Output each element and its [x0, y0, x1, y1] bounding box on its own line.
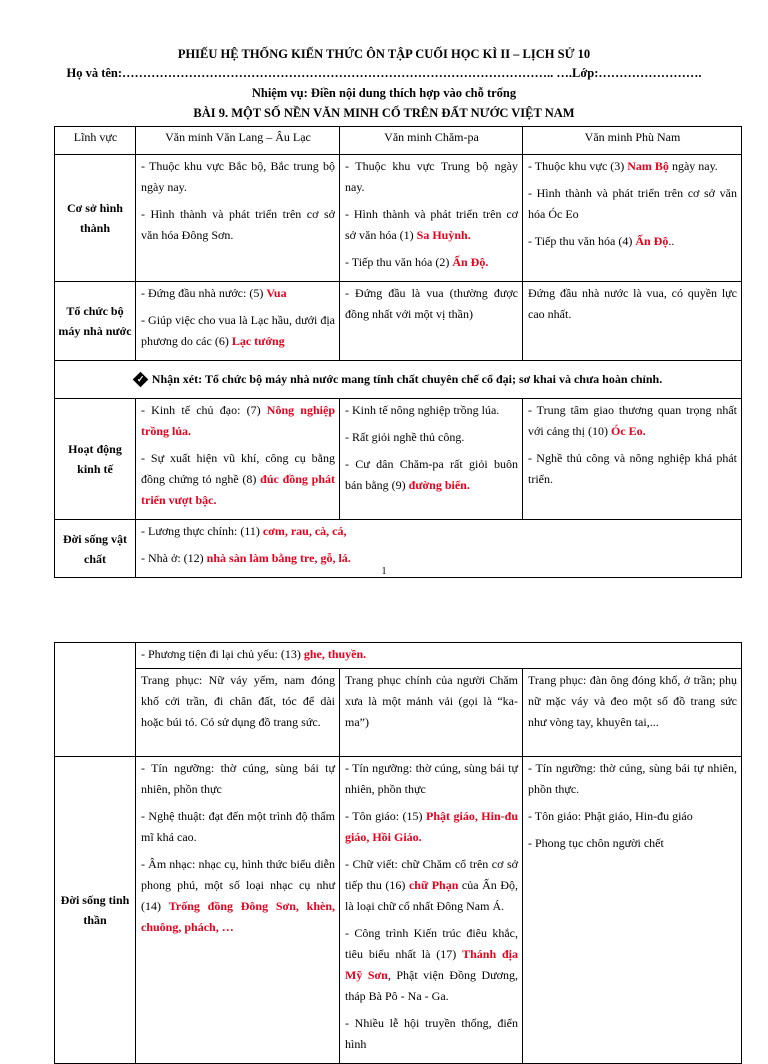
page-number: 1: [381, 566, 387, 577]
cell-text: - Thuộc khu vực (3) Nam Bộ ngày nay.: [528, 159, 718, 173]
table-row: [55, 643, 742, 669]
answer-text: Óc Eo.: [611, 424, 646, 438]
answer-text: Trống đồng Đông Sơn, khèn, chuông, phách, …: [141, 899, 335, 934]
table-cell: [136, 282, 340, 361]
cell-text: - Tiếp thu văn hóa (2) Ấn Độ.: [345, 255, 489, 269]
table-cell: [136, 399, 340, 520]
cell-text: Trang phục: đàn ông đóng khố, ở trần; phụ nữ mặc váy và đeo một số đồ trang sức như vòng tay, khuyên tai,...: [528, 673, 737, 729]
table-cell: [340, 399, 523, 520]
cell-text: - Hình thành và phát triển trên cơ sở văn hóa (1) Sa Huỳnh.: [345, 207, 518, 242]
cell-text: - Tín ngưỡng: thờ cúng, sùng bái tự nhiên, phồn thực: [345, 761, 518, 796]
name-class-line: Họ và tên:………………………………………………………………………………………….. ….Lớp:…………………….: [66, 66, 702, 80]
table-cell: [340, 282, 523, 361]
cell-text: - Rất giỏi nghề thủ công.: [345, 430, 465, 444]
cell-text: Trang phục: Nữ váy yếm, nam đóng khố cởi trần, đi chân đất, tóc để dài hoặc búi tó. Có sử dụng đồ trang sức.: [141, 673, 335, 729]
task-instruction: Nhiệm vụ: Điền nội dung thích hợp vào chỗ trống: [251, 86, 517, 100]
cell-text: - Âm nhạc: nhạc cụ, hình thức biểu diễn phong phú, một số loại nhạc cụ như (14) Trống đồng Đông Sơn, khèn, chuông, phách, …: [141, 857, 335, 934]
cell-text: - Đứng đầu nhà nước: (5) Vua: [141, 286, 287, 300]
column-header: Văn minh Văn Lang – Âu Lạc: [136, 127, 340, 155]
cell-text: Đứng đầu nhà nước là vua, có quyền lực cao nhất.: [528, 286, 737, 321]
answer-text: Lạc tướng: [231, 334, 285, 348]
cell-text: - Cư dân Chăm-pa rất giỏi buôn bán bằng (9) đường biển.: [345, 457, 518, 492]
cell-text: - Tiếp thu văn hóa (4) Ấn Độ..: [528, 234, 675, 248]
knowledge-table-continued: [54, 642, 742, 1064]
table-cell: [136, 155, 340, 282]
table-row: [55, 399, 742, 520]
cell-text: - Trung tâm giao thương quan trọng nhất với cảng thị (10) Óc Eo.: [528, 403, 737, 438]
lesson-title: BÀI 9. MỘT SỐ NỀN VĂN MINH CỔ TRÊN ĐẤT NƯỚC VIỆT NAM: [193, 106, 575, 120]
row-label-empty: [55, 643, 136, 757]
page-2: [0, 640, 768, 1051]
cell-text: Trang phục chính của người Chăm xưa là một mảnh vải (gọi là “ka-ma”): [345, 673, 518, 729]
cell-text: - Tín ngưỡng: thờ cúng, sùng bái tự nhiên, phồn thực: [141, 761, 335, 796]
table-cell: [523, 282, 742, 361]
row-label: Tổ chức bộ máy nhà nước: [55, 282, 136, 361]
table-row-comment: [55, 361, 742, 399]
document-title: PHIẾU HỆ THỐNG KIẾN THỨC ÔN TẬP CUỐI HỌC KÌ II – LỊCH SỬ 10: [177, 47, 591, 61]
table-cell: [523, 399, 742, 520]
cell-text: - Nghệ thuật: đạt đến một trình độ thẩm mĩ khá cao.: [141, 809, 335, 844]
table-cell: [136, 643, 742, 669]
table-row: [55, 757, 742, 1064]
answer-text: Thánh địa Mỹ Sơn: [345, 947, 518, 982]
column-header: Văn minh Chăm-pa: [340, 127, 523, 155]
cell-text: - Thuộc khu vực Bắc bộ, Bắc trung bộ ngày nay.: [141, 159, 335, 194]
comment-text: Nhận xét: Tổ chức bộ máy nhà nước mang tính chất chuyên chế cổ đại; sơ khai và chưa hoàn chỉnh.: [151, 371, 663, 386]
answer-text: nhà sàn làm bằng tre, gỗ, lá.: [206, 551, 351, 565]
table-row: [55, 155, 742, 282]
answer-text: ghe, thuyền.: [303, 647, 367, 661]
answer-text: Phật giáo, Hin-đu giáo, Hồi Giáo.: [345, 809, 518, 844]
cell-text: - Đứng đầu là vua (thường được đồng nhất với một vị thần): [345, 286, 518, 321]
answer-text: Ấn Độ: [635, 234, 669, 248]
table-cell: [340, 155, 523, 282]
cell-text: - Tôn giáo: Phật giáo, Hin-đu giáo: [528, 809, 693, 823]
knowledge-table: [54, 126, 742, 578]
cell-text: - Kinh tế nông nghiệp trồng lúa.: [345, 403, 500, 417]
row-label: Đời sống vật chất: [55, 520, 136, 578]
row-label: Đời sống tinh thần: [55, 757, 136, 1064]
table-header-row: [55, 127, 742, 155]
row-label: Cơ sở hình thành: [55, 155, 136, 282]
column-header: Lĩnh vực: [55, 127, 136, 155]
row-label: Hoạt động kinh tế: [55, 399, 136, 520]
cell-text: - Phong tục chôn người chết: [528, 836, 664, 850]
table-cell: [136, 669, 340, 757]
table-cell: [136, 757, 340, 1064]
cell-text: - Sự xuất hiện vũ khí, công cụ bằng đồng chứng tỏ nghề (8) đúc đồng phát triển vượt bậc.: [141, 451, 335, 507]
cell-text: - Chữ viết: chữ Chăm cổ trên cơ sở tiếp thu (16) chữ Phạn của Ấn Độ, là loại chữ cổ nhất Đông Nam Á.: [345, 857, 518, 913]
cell-text: - Giúp việc cho vua là Lạc hầu, dưới địa phương do các (6) Lạc tướng: [141, 313, 335, 348]
answer-text: Nông nghiệp trồng lúa.: [141, 403, 335, 438]
answer-text: cơm, rau, cà, cá,: [262, 524, 347, 538]
cell-text: - Công trình Kiến trúc điêu khắc, tiêu biểu nhất là (17) Thánh địa Mỹ Sơn, Phật viện Đồng Dương, tháp Bà Pô - Na - Ga.: [345, 926, 518, 1003]
answer-text: Sa Huỳnh.: [416, 228, 471, 242]
cell-text: - Hình thành và phát triển trên cơ sở văn hóa Óc Eo: [528, 186, 737, 221]
answer-text: chữ Phạn: [408, 878, 459, 892]
cell-text: - Hình thành và phát triển trên cơ sở văn hóa Đông Sơn.: [141, 207, 335, 242]
answer-text: Nam Bộ: [627, 159, 669, 173]
cell-text: - Tín ngưỡng: thờ cúng, sùng bái tự nhiên, phồn thực.: [528, 761, 737, 796]
cell-text: - Nhiều lễ hội truyền thống, điển hình: [345, 1016, 518, 1051]
table-row: [55, 669, 742, 757]
cell-text: - Nghề thủ công và nông nghiệp khá phát triển.: [528, 451, 737, 486]
table-cell: [340, 757, 523, 1064]
cell-text: - Lương thực chính: (11) cơm, rau, cà, cá,: [141, 524, 347, 538]
answer-text: Ấn Độ.: [452, 255, 489, 269]
table-cell: [523, 669, 742, 757]
answer-text: đúc đồng phát triển vượt bậc.: [141, 472, 335, 507]
cell-text: - Kinh tế chủ đạo: (7) Nông nghiệp trồng lúa.: [141, 403, 335, 438]
comment-cell: [55, 361, 742, 399]
table-cell: [523, 757, 742, 1064]
cell-text: - Thuộc khu vực Trung bộ ngày nay.: [345, 159, 518, 194]
table-row: [55, 282, 742, 361]
cell-text: - Tôn giáo: (15) Phật giáo, Hin-đu giáo, Hồi Giáo.: [345, 809, 518, 844]
table-cell: [523, 155, 742, 282]
answer-text: đường biển.: [408, 478, 470, 492]
table-cell: [340, 669, 523, 757]
cell-text: - Phương tiện đi lại chủ yếu: (13) ghe, thuyền.: [141, 647, 367, 661]
answer-text: Vua: [266, 286, 287, 300]
column-header: Văn minh Phù Nam: [523, 127, 742, 155]
check-icon: ✓: [133, 372, 149, 388]
cell-text: - Nhà ở: (12) nhà sàn làm bằng tre, gỗ, lá.: [141, 551, 351, 565]
